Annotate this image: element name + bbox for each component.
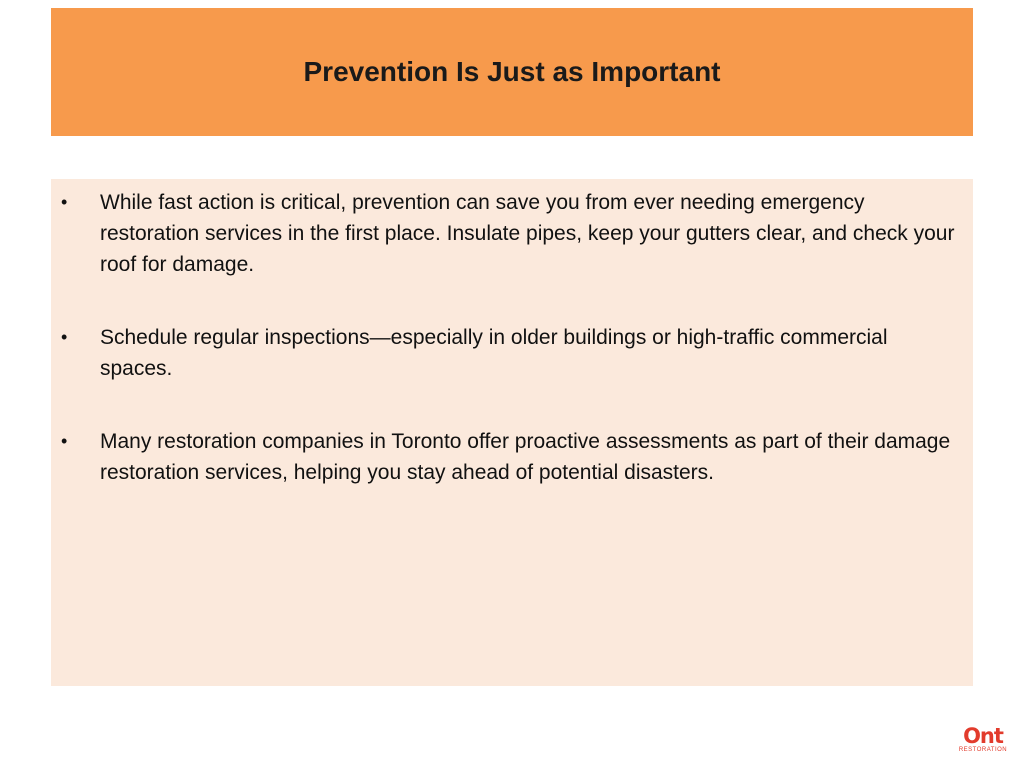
bullet-icon: • [61, 192, 68, 212]
bullet-item-1 [59, 187, 955, 280]
bullet-icon: • [61, 327, 68, 347]
title-banner [51, 8, 973, 136]
bullet-icon: • [61, 431, 68, 451]
bullet-text-2: Schedule regular inspections—especially in older buildings or high-traffic commercial spaces. [100, 326, 888, 380]
bullet-list [59, 187, 955, 488]
content-panel [51, 179, 973, 686]
logo-subtext: RESTORATION [958, 747, 1008, 753]
slide-title: Prevention Is Just as Important [303, 56, 721, 87]
bullet-item-2 [59, 322, 955, 384]
logo-mark: Ont [963, 724, 1003, 748]
bullet-item-3 [59, 426, 955, 488]
ont-restoration-logo [954, 725, 1012, 759]
bullet-text-1: While fast action is critical, prevention can save you from ever needing emergency restoration services in the first place. Insulate pipes, keep your gutters clear, and check your roof for damage. [100, 191, 955, 276]
bullet-text-3: Many restoration companies in Toronto offer proactive assessments as part of their damage restoration services, helping you stay ahead of potential disasters. [100, 430, 951, 484]
